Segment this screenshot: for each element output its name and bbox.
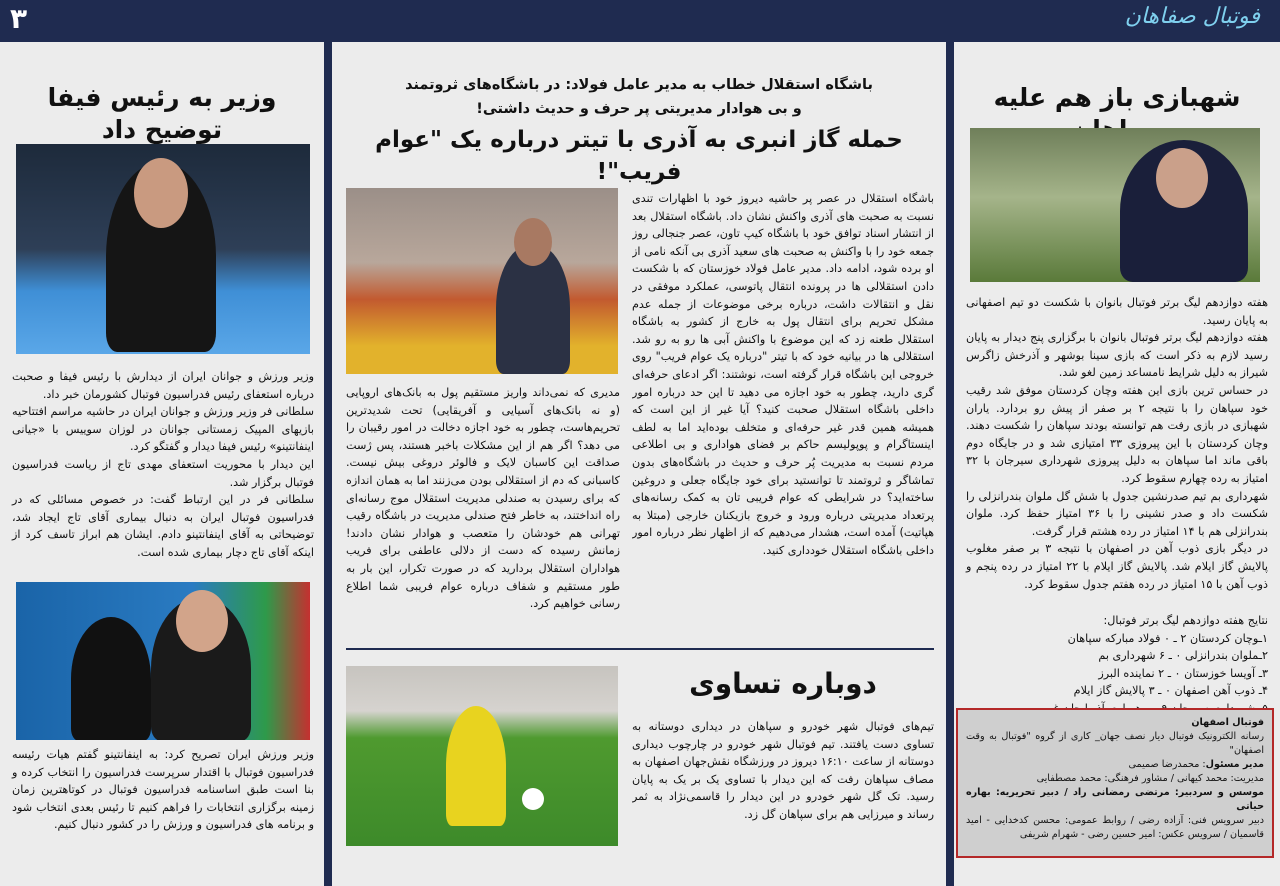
minister-photo xyxy=(16,144,310,354)
left-para-4: سلطانی فر در این ارتباط گفت: در خصوص مسائلی که در فدراسیون فوتبال ایران به دنبال بیماری آقای تاج ایجاد شد، توضیحاتی به آقای اینفانتینو دادم. ایشان هم ابراز تاسف کرد از اینکه آقای تاج دچار بیماری شده است. xyxy=(12,493,314,559)
azari-photo xyxy=(346,188,618,374)
official-figure xyxy=(71,617,151,740)
mid-article-col-c: تیم‌های فوتبال شهر خودرو و سپاهان در دیداری دوستانه به تساوی دست یافتند. تیم فوتبال شهر خودرو در چارچوب دیداری دوستانه از ساعت ۱۶:۱۰ دیروز در ورزشگاه نقش‌جهان اصفهان به مصاف سپاهان رفت که این دیدار با تساوی یک بر یک به پایان رسید. تک گل شهر خودرو در این دیدار را قاسمی‌نژاد به ثمر رساند و میرزایی هم برای سپاهان گل زد. xyxy=(632,720,934,821)
ball-icon xyxy=(522,788,544,810)
right-para-3: شهرداری بم تیم صدرنشین جدول با شش گل ملوان بندرانزلی را شکست داد و صدر نشینی را با ۳۶ امتیاز حفظ کرد. ملوان بندرانزلی هم با ۱۴ امتیاز در رده هشتم قرار گرفت. xyxy=(966,489,1268,538)
left-article-body xyxy=(12,368,314,562)
result-item: ۳ـ آویسا خوزستان ۰ ـ ۲ نماینده البرز xyxy=(1098,666,1268,680)
page-number: ۳ xyxy=(10,2,28,35)
minister-face xyxy=(134,158,188,228)
staff-line-3: موسس و سردبیر: مرتضی رمضانی راد / دبیر تحریریه: بهاره حیاتی xyxy=(966,787,1264,812)
player-figure xyxy=(446,706,506,826)
middle-column xyxy=(332,42,946,886)
result-item: ۱ـوچان کردستان ۲ ـ ۰ فولاد مبارکه سپاهان xyxy=(1067,631,1268,645)
left-para-2: سلطانی فر وزیر ورزش و جوانان ایران در حاشیه مراسم افتتاحیه بازیهای المپیک زمستانی جوانان در لوزان سوییس با «جیانی اینفانتینو» رئیس فیفا دیدار و گفتگو کرد. xyxy=(12,405,314,454)
staff-line-4: دبیر سرویس فنی: آزاده رضی / روابط عمومی: محسن کدخدایی - امید قاسمیان / سرویس عکس: امیر حسین رضی - شهرام شریفی xyxy=(966,815,1264,840)
left-column xyxy=(0,42,324,886)
azari-face xyxy=(514,218,552,266)
top-banner xyxy=(0,0,1280,42)
right-lead: هفته دوازدهم لیگ برتر فوتبال بانوان با شکست دو تیم اصفهانی به پایان رسید. xyxy=(966,296,1268,327)
left-headline: وزیر به رئیس فیفا توضیح داد xyxy=(47,83,277,144)
left-para-1: وزیر ورزش و جوانان ایران از دیدارش با رئیس فیفا و صحبت درباره استعفای رئیس فدراسیون فوتبال کشورمان خبر داد. xyxy=(12,370,314,401)
coach-photo xyxy=(970,128,1260,282)
mid-headline: حمله گاز انبری به آذری با تیتر درباره یک "عوام فریب"! xyxy=(375,127,903,185)
staff-box xyxy=(956,708,1274,858)
right-para-1: هفته دوازدهم لیگ برتر فوتبال بانوان با برگزاری پنج دیدار به پایان رسید لازم به ذکر است که بازی سینا بوشهر و آذرخش زاگرس شیراز به دلیل شرایط نامساعد زمین لغو شد. xyxy=(966,331,1268,380)
result-item: ۴ـ ذوب آهن اصفهان ۰ ـ ۳ پالایش گاز ایلام xyxy=(1073,684,1268,698)
staff-line-1-value: محمدرضا صمیمی xyxy=(1128,759,1200,770)
publication-logo: فوتبال صفاهان xyxy=(1124,4,1260,29)
mid-kicker-1: باشگاه استقلال خطاب به مدیر عامل فولاد: در باشگاه‌های ثروتمند xyxy=(405,77,873,93)
results-title: نتایج هفته دوازدهم لیگ برتر فوتبال: xyxy=(1103,614,1268,627)
mid-kicker-2: و بی هوادار مدیریتی پر حرف و حدیث داشتی! xyxy=(476,101,802,117)
mid-article-col-a: باشگاه استقلال در عصر پر حاشیه دیروز خود با اظهارات تندی نسبت به صحبت های آذری واکنش نشان داد. باشگاه استقلال بعد از انتشار اسناد توافق خود با باشگاه کیپ تاون، عصر جنجالی روز جمعه خود را با واکنش به صحبت های سعید آذری بی آنکه نامی از او برده شود، ادامه داد. مدیر عامل فولاد خوزستان که با شکست دادن استقلالی ها در پرونده انتقال پاتوسی، عملکرد موفقی در نقل و انتقالات داشت، درباره برخی موضوعات از جمله عدم مشکل تحریم برای انتقال پول به خارج از کشور به باشگاه استقلال طعنه زد که این موضوع با واکنش آبی ها رو به رو شد. استقلالی ها در بیانیه خود که با تیتر "درباره یک عوام فریب" روی خروجی این باشگاه قرار گرفته است، نوشتند: اگر ادعای حرفه‌ای گری دارید، چطور به خود اجازه می دهید تا این حد درباره امور داخلی باشگاه استقلال صحبت کنید؟ آیا غیر از این است که همیشه همین قدر غیر حرفه‌ای و متخلف بوده‌اید اما به لطف اینستاگرام و پوپولیسم حاکم بر فضای هواداری و بی اطلاعی مردم نسبت به مدیریت پُر حرف و حدیث در باشگاه‌های بدون تماشاگر و ثروتمند تا توانستید برای خود جایگاه جعلی و دروغین ساخته‌اید؟ در شرایطی که عوام فریبی تان به کمک رسانه‌های پرتعداد مدیریتی درباره ورود و خروج بازیکنان خارجی (مبتلا به هپاتیت) آمده است، هشدار می‌دهیم که از اظهار نظر درباره امور داخلی باشگاه استقلال خودداری کنید. xyxy=(632,192,934,557)
infantino-face xyxy=(176,590,228,652)
right-headline: شهبازی باز هم علیه xyxy=(993,83,1241,112)
right-para-4: در دیگر بازی ذوب آهن در اصفهان با نتیجه ۳ بر صفر مغلوب پالایش گاز ایلام شد. پالایش گاز ایلام با ۲۲ امتیاز در رده پنجم و ذوب آهن با ۱۵ امتیاز در رده هفتم جدول سقوط کرد. xyxy=(966,542,1268,591)
staff-line-2: مدیریت: محمد کیهانی / مشاور فرهنگی: محمد مصطفایی xyxy=(1036,773,1264,784)
left-para-3: این دیدار با محوریت استعفای مهدی تاج از ریاست فدراسیون فوتبال برگزار شد. xyxy=(12,457,314,489)
right-article-body xyxy=(966,294,1268,593)
column-divider-right xyxy=(946,42,954,886)
staff-title: فوتبال اصفهان xyxy=(1191,717,1264,728)
column-divider-left xyxy=(324,42,332,886)
mid-section-rule xyxy=(346,648,934,650)
staff-line-1-label: مدیر مسئول xyxy=(1205,759,1264,770)
result-item: ۲ـملوان بندرانزلی ۰ ـ ۶ شهرداری بم xyxy=(1098,649,1268,663)
mid-article-col-b: مدیری که نمی‌داند واریز مستقیم پول به بانک‌های اروپایی (و نه بانک‌های آسیایی و آفریقایی) تحت شدیدترین تحریم‌هاست، چطور به خود اجازه دخالت در امور رقیبان را می دهد؟ اگر هم از این مشکلات باخبر هستند، پس ژست صداقت این کاسبان لایک و فالوئر دروغی بیش نیست. کاسبانی که دم از استقلالی بودن می‌زنند اما به همان اندازه که برای رسیدن به صندلی مدیریت استقلال موج رسانه‌ای راه انداختند، به خاطر فتح صندلی مدیریت در باشگاه رقیب تهرانی هم خودشان را متعصب و هوادار نشان دادند! زمانش رسیده که دست از دلالی عاطفی برای فریب هواداران استقلال بردارید که در صورت تکرار، این بار به طور مستقیم و شفاف درباره عوام فریبی شما اطلاع رسانی خواهیم کرد. xyxy=(346,386,620,611)
left-para-5: وزیر ورزش ایران تصریح کرد: به اینفانتینو گفتم هیات رئیسه فدراسیون فوتبال با اقتدار سرپرست فدراسیون را انتخاب کرده و بنا است طبق اساسنامه فدراسیون فوتبال در کوتاهترین زمان زمینه برگزاری انتخابات را فراهم کنیم تا رئیس بعدی انتخاب شود و برنامه های فدراسیون و ورزش را در کشور دنبال کنیم. xyxy=(12,748,314,832)
coach-face xyxy=(1156,148,1208,208)
match-photo xyxy=(346,666,618,846)
staff-desc: رسانه الکترونیک فوتبال دیار نصف جهان_ کاری از گروه "فوتبال به وقت اصفهان" xyxy=(966,731,1264,756)
right-para-2: در حساس ترین بازی این هفته وچان کردستان موفق شد رقیب خود سپاهان را با نتیجه ۲ بر صفر از پیش رو بردارد. یاران شهبازی در بازی رفت هم توانسته بودند سپاهان را شکست دهند. وچان کردستان با این پیروزی ۳۳ امتیازی شد و در جایگاه دوم باقی ماند اما سپاهان به دلیل پیروزی شهرداری سیرجان با ۳۲ امتیاز به رده چهارم سقوط کرد. xyxy=(966,383,1268,485)
infantino-photo xyxy=(16,582,310,740)
staff-line-1: مدیر مسئول: محمدرضا صمیمی xyxy=(1128,759,1264,770)
mid-headline-2: دوباره تساوی xyxy=(689,667,877,700)
results-block xyxy=(966,612,1268,718)
